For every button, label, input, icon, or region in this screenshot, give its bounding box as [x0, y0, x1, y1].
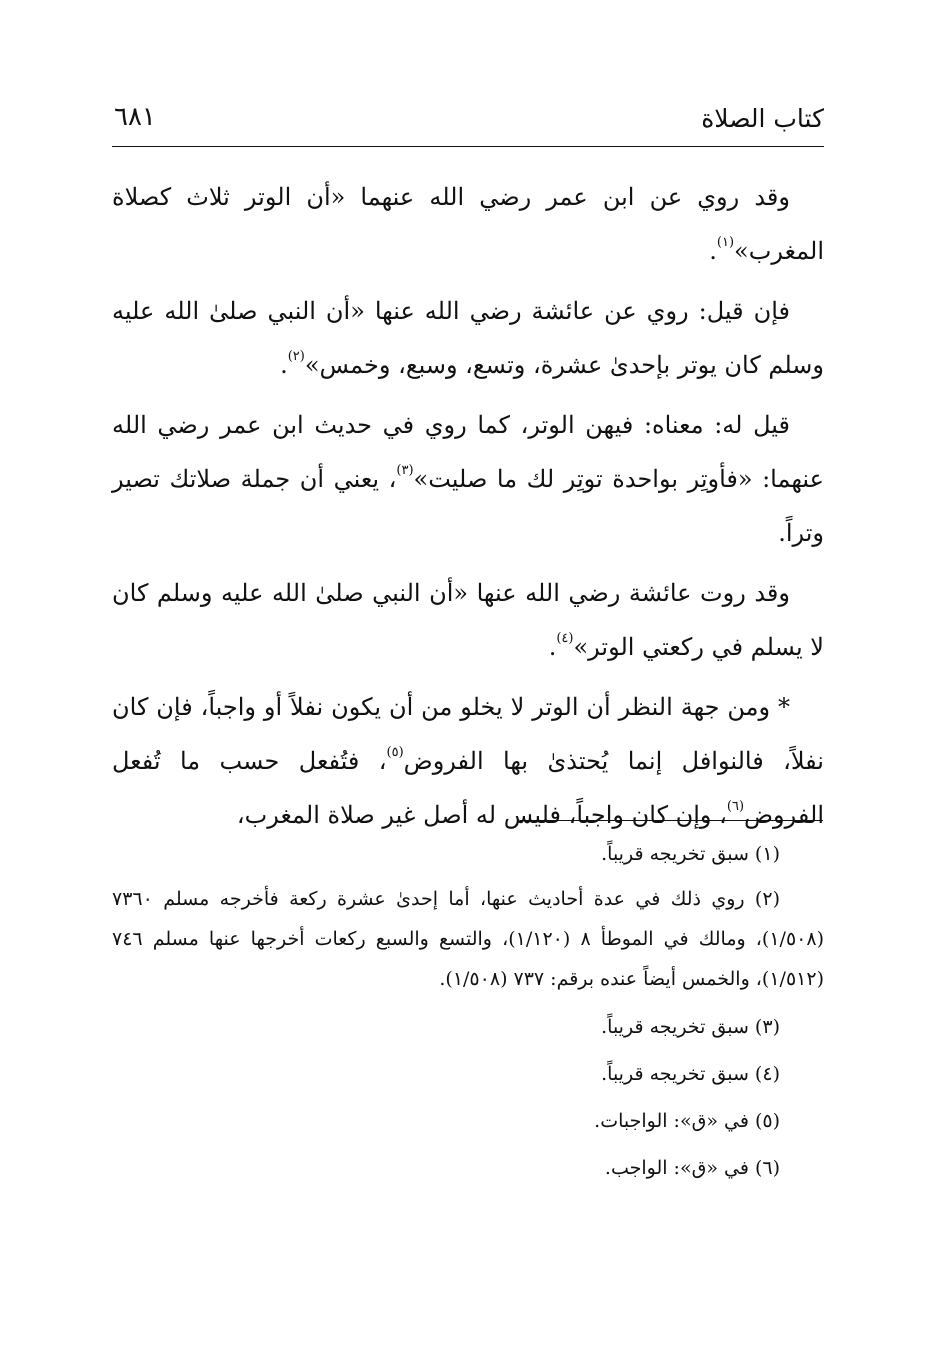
- paragraph-text: ، وإن كان واجباً، فليس له أصل غير صلاة المغرب،: [236, 801, 727, 829]
- footnote: (٥) في «ق»: الواجبات.: [594, 1110, 780, 1132]
- page-header: [112, 96, 824, 147]
- paragraph: [112, 680, 824, 842]
- footnote: (١) سبق تخريجه قريباً.: [601, 843, 780, 865]
- main-text: [112, 170, 824, 848]
- paragraph-text: وقد روت عائشة رضي الله عنها «أن النبي صلىٰ الله عليه وسلم كان لا يسلم في ركعتي الوتر»: [112, 579, 824, 661]
- footnote-ref: (٦): [726, 799, 745, 814]
- footnote-ref: (١): [716, 235, 735, 250]
- footnote-divider: [520, 820, 823, 821]
- footnote: (٣) سبق تخريجه قريباً.: [601, 1016, 780, 1038]
- footnotes: [112, 832, 824, 1193]
- paragraph: [112, 170, 824, 278]
- paragraph: [112, 566, 824, 674]
- paragraph-end: .: [709, 237, 717, 265]
- paragraph-text: قيل له: معناه: فيهن الوتر، كما روي في حديث ابن عمر رضي الله عنهما: «فأوتِر بواحدة توتِر لك ما صليت»: [112, 411, 824, 493]
- running-title: كتاب الصلاة: [701, 104, 824, 133]
- footnote-ref: (٤): [556, 631, 574, 646]
- paragraph-end: .: [548, 633, 557, 661]
- footnote: (٢) روي ذلك في عدة أحاديث عنها، أما إحدىٰ عشرة ركعة فأخرجه مسلم ٧٣٦٠ (١/٥٠٨)، ومالك في الموطأ ٨ (١/١٢٠)، والتسع والسبع ركعات أخرجها عنها مسلم ٧٤٦ (١/٥١٢)، والخمس أيضاً عنده برقم: ٧٣٧ (١/٥٠٨).: [112, 888, 824, 990]
- paragraph-text: * ومن جهة النظر أن الوتر لا يخلو من أن يكون نفلاً أو واجباً، فإن كان نفلاً، فالنوافل إنما يُحتذىٰ بها الفروض: [112, 693, 824, 775]
- footnote-ref: (٣): [396, 463, 414, 478]
- paragraph: [112, 398, 824, 560]
- paragraph: [112, 284, 824, 392]
- paragraph-end: .: [280, 351, 288, 379]
- footnote-ref: (٢): [287, 349, 305, 364]
- paragraph-text: فإن قيل: روي عن عائشة رضي الله عنها «أن النبي صلىٰ الله عليه وسلم كان يوتر بإحدىٰ عشرة، وتسع، وسبع، وخمس»: [112, 297, 824, 379]
- footnote: (٤) سبق تخريجه قريباً.: [601, 1063, 780, 1085]
- footnote-ref: (٥): [386, 745, 404, 760]
- paragraph-text: ، فتُفعل حسب ما تُفعل الفروض: [112, 747, 824, 829]
- paragraph-text: وقد روي عن ابن عمر رضي الله عنهما «أن الوتر ثلاث كصلاة المغرب»: [112, 183, 824, 265]
- paragraph-end: ، يعني أن جملة صلاتك تصير وتراً.: [112, 465, 824, 547]
- page-number: ٦٨١: [114, 102, 156, 132]
- footnote: (٦) في «ق»: الواجب.: [604, 1157, 780, 1179]
